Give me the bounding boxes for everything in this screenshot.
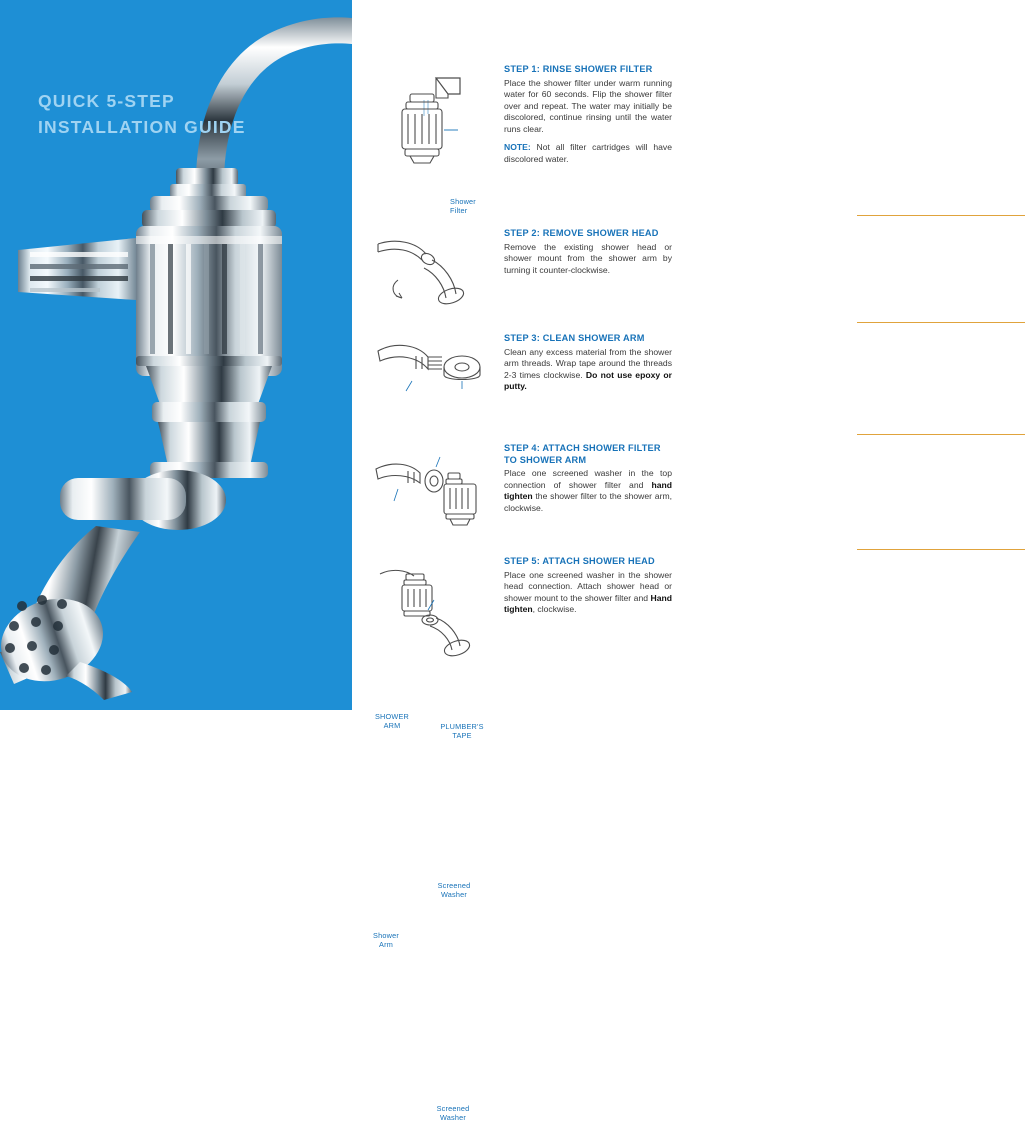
step-4-heading: STEP 4: ATTACH SHOWER FILTER TO SHOWER ARM	[504, 443, 661, 465]
step-1-body: Place the shower filter under warm running water for 60 seconds. Flip the shower filter over and repeat. The water may initially be discolored, continue rinsing until the water runs clear.	[504, 77, 672, 134]
guide-title	[38, 88, 328, 140]
guide-title-line1: QUICK 5-STEP	[38, 91, 175, 111]
guide-title-line2: INSTALLATION GUIDE	[38, 117, 246, 137]
step-3-body-bold: Do not use epoxy or putty.	[504, 369, 673, 392]
step-4-callout-shower-arm: Shower Arm	[373, 931, 399, 949]
step-1-illustration	[362, 64, 507, 174]
step-4-body-post: the shower filter to the shower arm, clockwise.	[504, 491, 672, 513]
step-5-body-bold: Hand tighten	[504, 592, 672, 615]
step-3-text	[504, 333, 672, 393]
step-1-note-text: Not all filter cartridges will have discolored water.	[504, 142, 672, 165]
divider-4	[857, 549, 1025, 550]
step-2-heading: STEP 2: REMOVE SHOWER HEAD	[504, 228, 659, 238]
step-5-body-pre: Place one screened washer in the shower head connection. Attach shower head or shower mount to the shower filter and	[504, 569, 672, 603]
step-1-text	[504, 64, 672, 174]
step-1-heading: STEP 1: RINSE SHOWER FILTER	[504, 64, 653, 74]
step-4-text	[504, 443, 672, 514]
divider-1	[857, 215, 1025, 216]
step-2	[352, 228, 679, 328]
right-panel	[352, 0, 679, 1122]
step-5-body	[504, 570, 672, 616]
step-4-body-pre: Place one screened washer in the top connection of shower filter and	[504, 468, 672, 490]
step-4-body	[504, 468, 672, 514]
step-5-illustration	[362, 556, 507, 661]
step-4-illustration	[362, 443, 507, 543]
step-3-heading: STEP 3: CLEAN SHOWER ARM	[504, 333, 645, 343]
step-2-text	[504, 228, 672, 276]
divider-2	[857, 322, 1025, 323]
step-5-body-post: , clockwise.	[532, 604, 577, 615]
step-1-callout-shower-filter: Shower Filter	[450, 197, 476, 215]
step-1-note	[504, 142, 672, 165]
step-3-callout-shower-arm: SHOWER ARM	[374, 712, 410, 730]
step-3-illustration	[362, 333, 507, 433]
step-5-callout-screened-washer: Screened Washer	[436, 1104, 470, 1122]
step-2-body: Remove the existing shower head or shower mount from the shower arm by turning it counter-clockwise.	[504, 241, 672, 275]
step-3-body-text: Clean any excess material from the shower arm threads. Wrap tape around the threads 2-3 times clockwise.	[504, 346, 672, 380]
step-3-body	[504, 347, 672, 393]
step-1-note-label: NOTE:	[504, 142, 531, 153]
step-5-text	[504, 556, 672, 616]
step-4-body-bold: hand tighten	[504, 479, 672, 502]
divider-3	[857, 434, 1025, 435]
step-2-illustration	[362, 228, 507, 318]
left-panel	[0, 0, 352, 710]
step-1	[352, 64, 679, 215]
step-4-callout-screened-washer: Screened Washer	[437, 881, 471, 899]
step-5-heading: STEP 5: ATTACH SHOWER HEAD	[504, 556, 655, 566]
step-3-callout-plumbers-tape: PLUMBER'S TAPE	[440, 722, 484, 740]
